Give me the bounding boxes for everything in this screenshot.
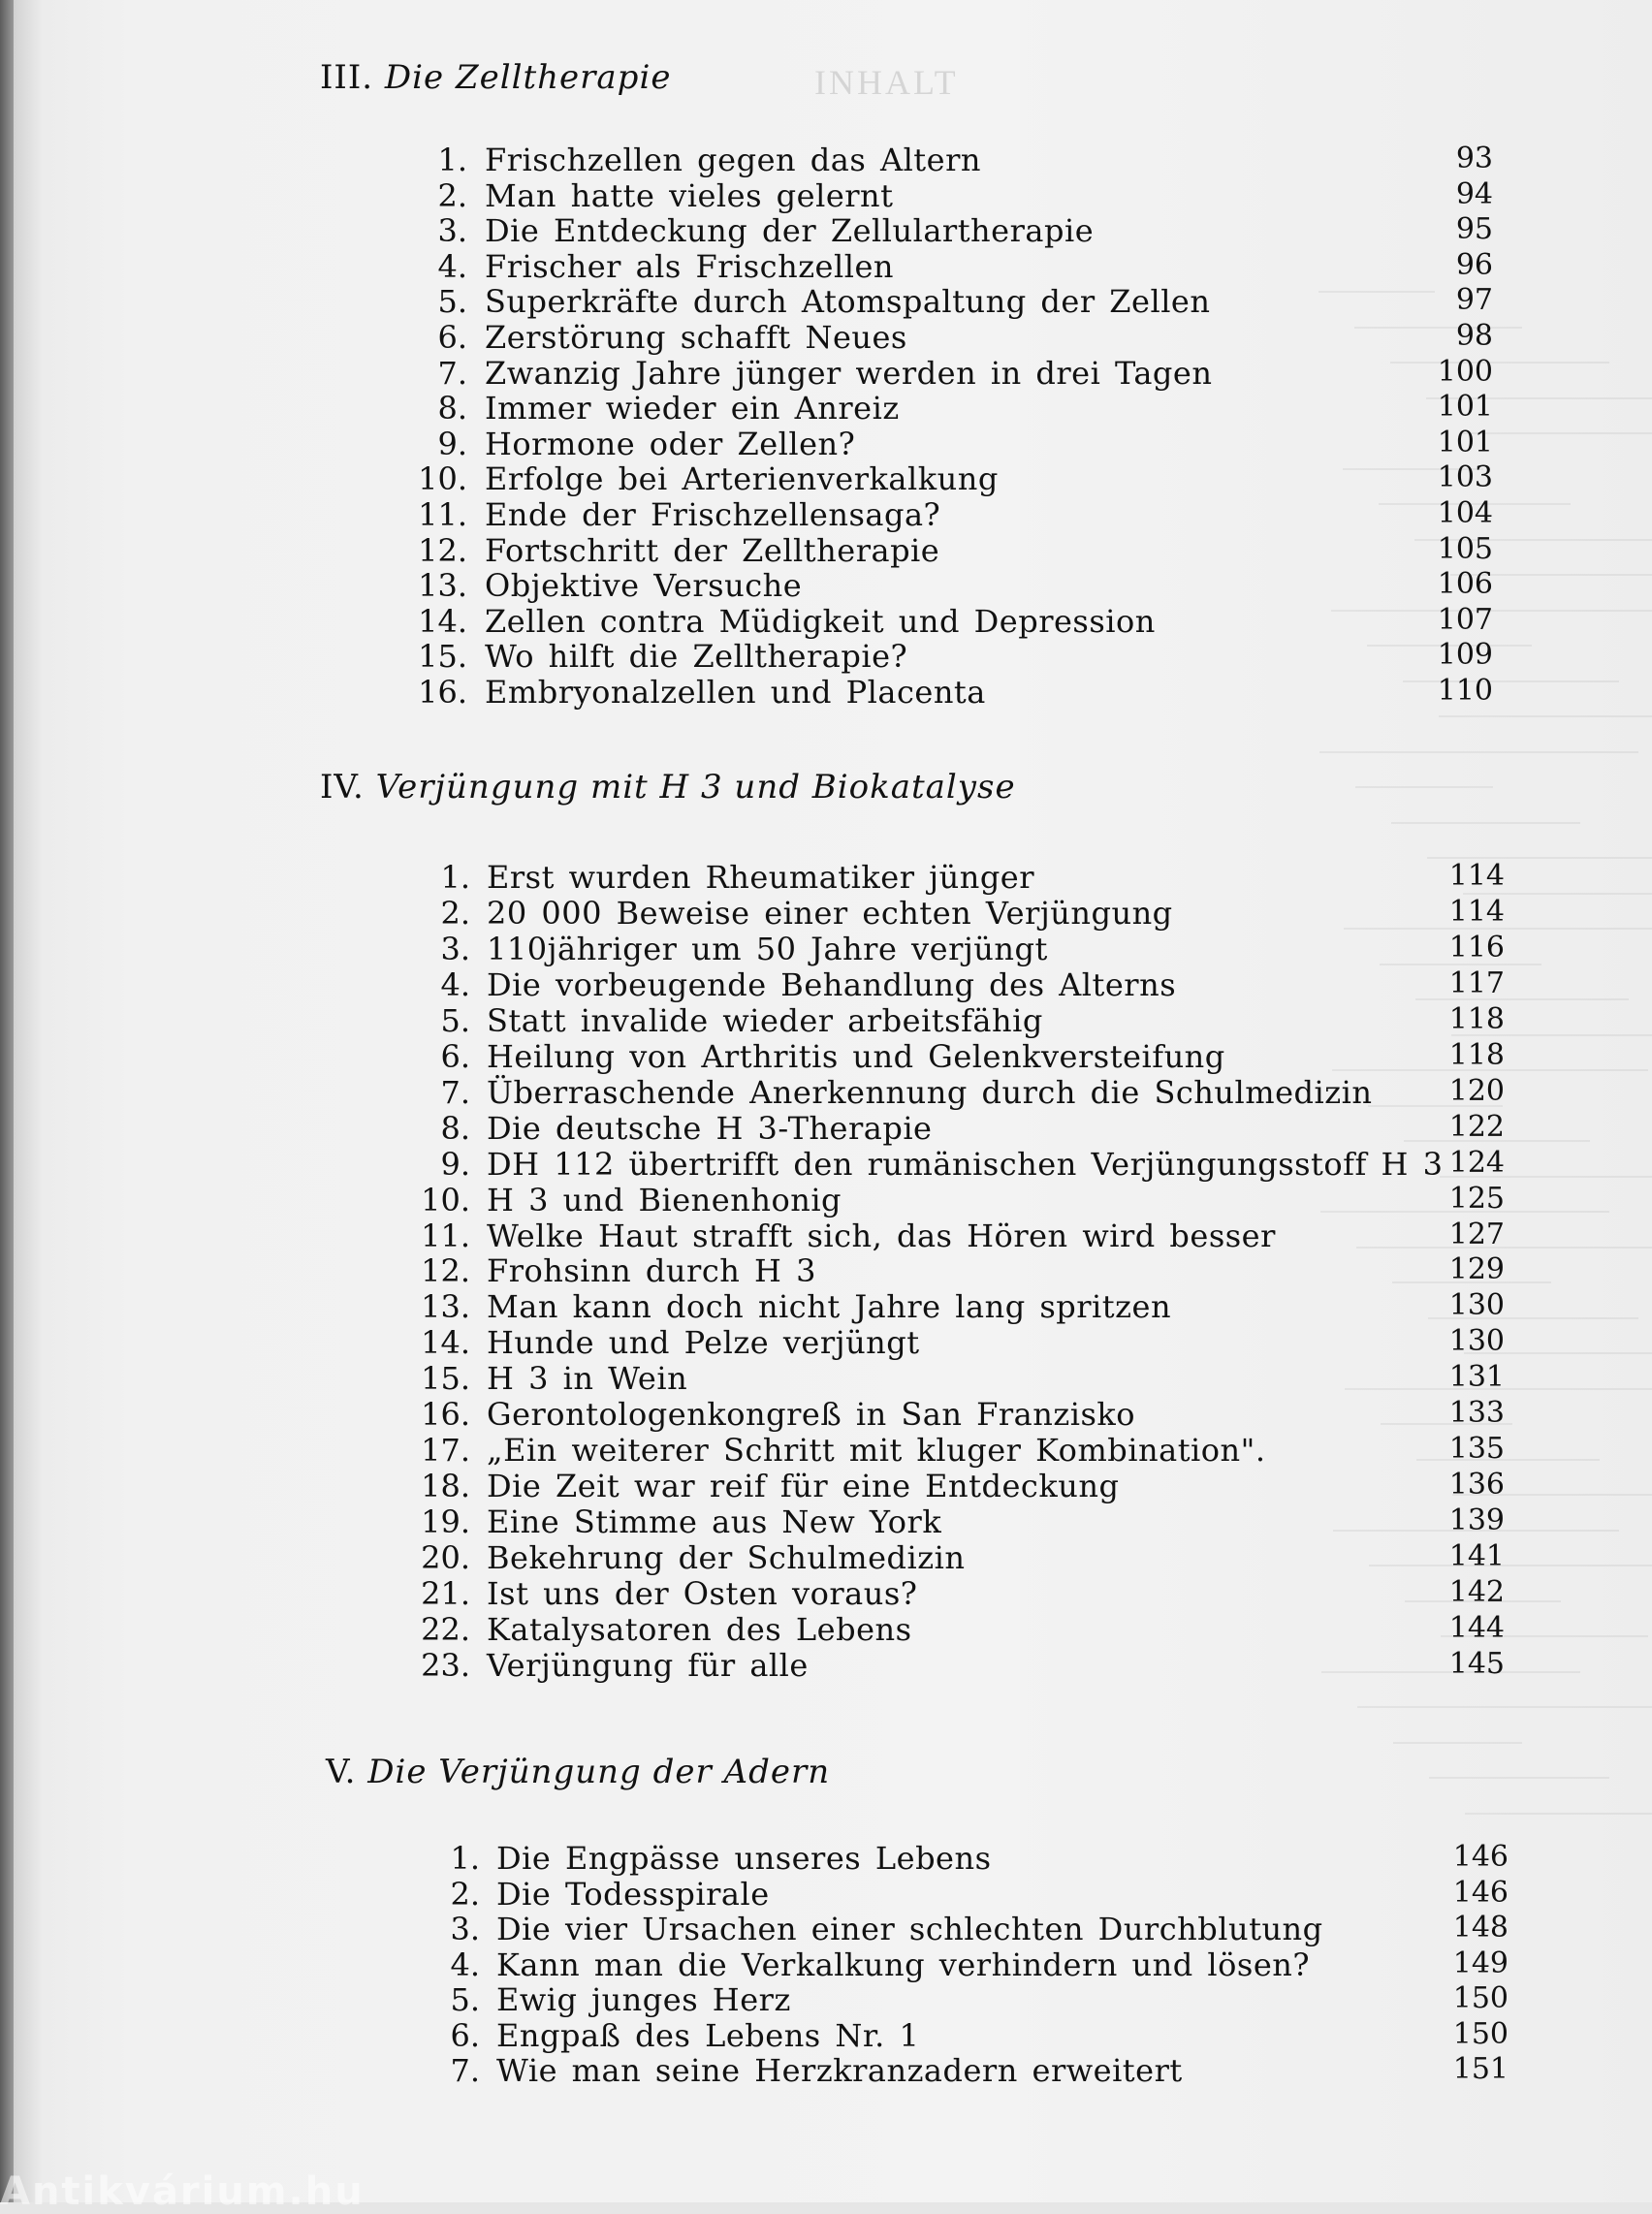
entry-title: Superkräfte durch Atomspaltung der Zellen [485,283,1211,321]
entry-page-number: 118 [1448,1001,1505,1036]
entry-page-number: 101 [1437,390,1493,425]
entry-title: 20 000 Beweise einer echten Verjüngung [487,894,1173,932]
entry-page-number: 116 [1448,930,1505,965]
entry-title: Bekehrung der Schulmedizin [487,1539,966,1577]
section-heading [326,1753,830,1791]
entry-number: 7. [437,354,467,392]
entry-page-number: 100 [1437,354,1493,389]
entry-number: 3. [440,930,470,967]
toc-entry [0,142,1652,177]
entry-title: Wie man seine Herzkranzadern erweitert [496,2052,1183,2089]
entry-page-number: 110 [1437,674,1493,708]
entry-page-number: 104 [1437,496,1493,530]
entry-number: 14. [418,602,467,640]
entry-number: 10. [421,1181,470,1218]
entry-title: Heilung von Arthritis und Gelenkversteifung [487,1037,1225,1075]
entry-page-number: 120 [1448,1073,1505,1108]
entry-number: 17. [421,1432,470,1470]
entry-page-number: 144 [1448,1610,1505,1645]
entry-title: Man kann doch nicht Jahre lang spritzen [487,1288,1172,1326]
entry-title: Erfolge bei Arterienverkalkung [485,460,999,498]
entry-title: Katalysatoren des Lebens [487,1610,912,1648]
entry-number: 11. [418,496,467,533]
entry-number: 6. [437,319,467,356]
section-number: IV. [320,768,365,807]
toc-entry [0,1911,1652,1946]
toc-entry [0,177,1652,213]
entry-number: 7. [440,1073,470,1111]
entry-title: Verjüngung für alle [487,1646,809,1684]
toc-entry [0,1252,1652,1288]
entry-title: Die Todesspirale [496,1875,770,1913]
entry-page-number: 98 [1455,319,1493,353]
toc-entry [0,1288,1652,1324]
entry-number: 6. [450,2016,480,2054]
entry-number: 11. [421,1217,470,1254]
entry-number: 23. [421,1646,470,1684]
toc-entry [0,2017,1652,2053]
entry-title: Frohsinn durch H 3 [487,1252,816,1290]
toc-entry [0,1611,1652,1647]
entry-title: Hormone oder Zellen? [485,425,856,462]
entry-page-number: 95 [1455,212,1493,247]
entry-page-number: 150 [1452,2016,1509,2051]
toc-entry [0,390,1652,426]
entry-number: 15. [421,1360,470,1398]
entry-page-number: 106 [1437,567,1493,602]
entry-title: Eine Stimme aus New York [487,1503,942,1541]
entry-page-number: 93 [1455,142,1493,175]
entry-page-number: 136 [1448,1468,1505,1502]
entry-number: 18. [421,1468,470,1505]
entry-title: DH 112 übertrifft den rumänischen Verjüngungsstoff H 3 [487,1145,1444,1183]
section-number: III. [320,58,374,97]
ghost-line [1319,751,1638,753]
entry-title: Ende der Frischzellensaga? [485,496,941,533]
entry-title: Die Zeit war reif für eine Entdeckung [487,1468,1120,1505]
toc-entry [0,1074,1652,1110]
entry-page-number: 103 [1437,460,1493,495]
entry-title: Frischzellen gegen das Altern [485,142,981,178]
section-heading [320,58,671,97]
entry-title: Kann man die Verkalkung verhindern und lösen? [496,1945,1311,1983]
toc-entry [0,212,1652,248]
toc-entry [0,1396,1652,1432]
entry-page-number: 135 [1448,1432,1505,1467]
toc-entry [0,1360,1652,1396]
entry-page-number: 149 [1452,1945,1509,1980]
ghost-line [1465,1813,1652,1815]
section-title: Verjüngung mit H 3 und Biokatalyse [375,768,1016,807]
toc-entry [0,460,1652,496]
entry-page-number: 118 [1448,1037,1505,1072]
entry-page-number: 96 [1455,247,1493,282]
toc-entry [0,1146,1652,1182]
section-heading [320,768,1016,807]
entry-page-number: 133 [1448,1396,1505,1431]
toc-entry [0,1468,1652,1503]
entry-page-number: 124 [1448,1145,1505,1180]
entry-number: 9. [440,1145,470,1183]
toc-entry [0,1182,1652,1218]
toc-entry [0,283,1652,319]
entry-page-number: 142 [1448,1575,1505,1609]
entry-title: Welke Haut strafft sich, das Hören wird besser [487,1217,1276,1254]
toc-entry [0,355,1652,391]
toc-entry [0,1876,1652,1912]
entry-number: 14. [421,1324,470,1362]
entry-number: 9. [437,425,467,462]
entry-page-number: 150 [1452,1981,1509,2015]
entry-page-number: 151 [1452,2052,1509,2086]
entry-number: 1. [440,859,470,896]
toc-entry [0,1981,1652,2017]
entry-number: 1. [437,142,467,178]
toc-entry [0,319,1652,355]
watermark: Antikvárium.hu [0,2169,365,2214]
entry-page-number: 141 [1448,1539,1505,1574]
entry-page-number: 130 [1448,1324,1505,1359]
entry-title: Erst wurden Rheumatiker jünger [487,859,1035,896]
entry-title: 110jähriger um 50 Jahre verjüngt [487,930,1048,967]
entry-title: Zellen contra Müdigkeit und Depression [485,602,1156,640]
ghost-line [1439,715,1652,717]
entry-number: 4. [440,965,470,1003]
toc-entry [0,895,1652,931]
toc-entry [0,1110,1652,1146]
entry-number: 16. [418,674,467,711]
toc-entry [0,1218,1652,1253]
entry-page-number: 130 [1448,1288,1505,1323]
toc-entry [0,1432,1652,1468]
entry-number: 4. [437,247,467,285]
toc-entry [0,603,1652,639]
entry-number: 15. [418,638,467,676]
ghost-header: INHALT [814,63,959,102]
entry-page-number: 131 [1448,1360,1505,1395]
entry-title: Die deutsche H 3-Therapie [487,1109,933,1147]
entry-page-number: 145 [1448,1646,1505,1681]
entry-title: Ewig junges Herz [496,1981,791,2018]
entry-number: 3. [450,1911,480,1947]
toc-entry [0,859,1652,895]
entry-number: 22. [421,1610,470,1648]
entry-page-number: 127 [1448,1217,1505,1251]
section-number: V. [326,1753,357,1791]
section-title: Die Zelltherapie [384,58,672,97]
toc-entry [0,638,1652,674]
ghost-line [1355,786,1493,788]
ghost-line [1429,1777,1609,1779]
entry-title: Ist uns der Osten voraus? [487,1575,918,1612]
entry-title: Die Engpässe unseres Lebens [496,1840,992,1877]
entry-number: 13. [418,567,467,605]
entry-title: H 3 und Bienenhonig [487,1181,842,1218]
entry-title: „Ein weiterer Schritt mit kluger Kombination". [487,1432,1266,1470]
entry-number: 1. [450,1840,480,1877]
entry-number: 13. [421,1288,470,1326]
toc-entry [0,496,1652,532]
entry-title: Man hatte vieles gelernt [485,176,894,214]
toc-entry [0,1038,1652,1074]
entry-number: 21. [421,1575,470,1612]
entry-number: 2. [450,1875,480,1913]
ghost-line [1393,1742,1522,1744]
entry-title: Gerontologenkongreß in San Franzisko [487,1396,1136,1434]
entry-page-number: 97 [1455,283,1493,318]
toc-entry [0,532,1652,568]
toc-entry [0,966,1652,1002]
entry-title: Hunde und Pelze verjüngt [487,1324,920,1362]
entry-title: Die vier Ursachen einer schlechten Durchblutung [496,1911,1323,1947]
toc-entry [0,567,1652,603]
entry-title: Embryonalzellen und Placenta [485,674,986,711]
ghost-line [1357,1706,1652,1708]
entry-page-number: 105 [1437,531,1493,566]
entry-title: Objektive Versuche [485,567,803,605]
toc-entry [0,1324,1652,1360]
entry-number: 12. [421,1252,470,1290]
entry-page-number: 148 [1452,1911,1509,1945]
toc-entry [0,1840,1652,1876]
entry-page-number: 122 [1448,1109,1505,1144]
entry-title: Die vorbeugende Behandlung des Alterns [487,965,1177,1003]
entry-number: 20. [421,1539,470,1577]
entry-page-number: 114 [1448,894,1505,929]
entry-number: 2. [440,894,470,932]
toc-entry [0,1539,1652,1575]
entry-number: 4. [450,1945,480,1983]
entry-title: Zwanzig Jahre jünger werden in drei Tagen [485,354,1213,392]
entry-page-number: 146 [1452,1840,1509,1874]
entry-number: 8. [437,390,467,427]
entry-title: Statt invalide wieder arbeitsfähig [487,1001,1043,1039]
entry-number: 19. [421,1503,470,1541]
entry-title: Zerstörung schafft Neues [485,319,907,356]
entry-title: Wo hilft die Zelltherapie? [485,638,908,676]
entry-page-number: 114 [1448,859,1505,893]
toc-entry [0,426,1652,461]
toc-entry [0,931,1652,966]
entry-title: Die Entdeckung der Zellulartherapie [485,212,1095,250]
entry-page-number: 146 [1452,1875,1509,1910]
entry-title: Überraschende Anerkennung durch die Schulmedizin [487,1073,1373,1111]
entry-number: 5. [450,1981,480,2018]
entry-number: 3. [437,212,467,250]
entry-number: 10. [418,460,467,498]
toc-entry [0,1575,1652,1611]
entry-number: 16. [421,1396,470,1434]
entry-title: H 3 in Wein [487,1360,688,1398]
entry-number: 6. [440,1037,470,1075]
entry-number: 8. [440,1109,470,1147]
section-title: Die Verjüngung der Adern [367,1753,831,1791]
toc-entry [0,1946,1652,1982]
entry-number: 5. [440,1001,470,1039]
entry-title: Engpaß des Lebens Nr. 1 [496,2016,920,2054]
toc-entry [0,1002,1652,1038]
entry-number: 2. [437,176,467,214]
entry-page-number: 129 [1448,1252,1505,1287]
entry-page-number: 117 [1448,965,1505,1000]
entry-page-number: 101 [1437,425,1493,459]
toc-entry [0,1503,1652,1539]
entry-title: Frischer als Frischzellen [485,247,894,285]
entry-page-number: 109 [1437,638,1493,673]
toc-entry [0,248,1652,284]
toc-entry [0,2052,1652,2088]
entry-page-number: 139 [1448,1503,1505,1538]
entry-number: 7. [450,2052,480,2089]
entry-number: 12. [418,531,467,569]
entry-page-number: 107 [1437,602,1493,637]
toc-entry [0,1647,1652,1683]
entry-page-number: 94 [1455,176,1493,211]
toc-entry [0,674,1652,710]
entry-title: Immer wieder ein Anreiz [485,390,900,427]
entry-number: 5. [437,283,467,321]
ghost-line [1391,822,1580,824]
entry-title: Fortschritt der Zelltherapie [485,531,940,569]
entry-page-number: 125 [1448,1181,1505,1216]
